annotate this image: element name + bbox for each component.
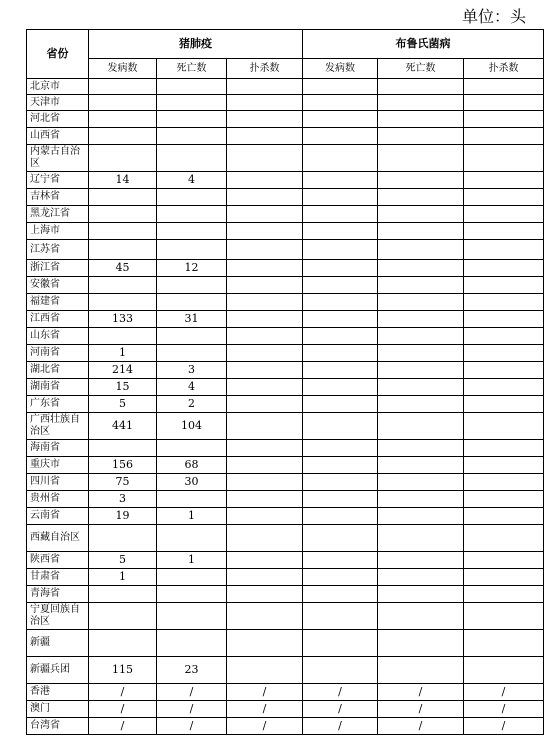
value-cell: 156 bbox=[89, 457, 157, 474]
value-cell bbox=[464, 240, 544, 260]
value-cell bbox=[464, 172, 544, 189]
province-name: 安徽省 bbox=[27, 277, 89, 294]
table-row bbox=[27, 684, 544, 701]
value-cell bbox=[378, 189, 464, 206]
value-cell bbox=[378, 508, 464, 525]
value-cell bbox=[227, 474, 303, 491]
value-cell bbox=[464, 396, 544, 413]
province-name: 湖北省 bbox=[27, 362, 89, 379]
value-cell bbox=[157, 240, 227, 260]
unit-label: 单位：头 bbox=[461, 7, 526, 26]
table-row bbox=[27, 586, 544, 603]
value-cell bbox=[464, 294, 544, 311]
table-row bbox=[27, 657, 544, 684]
table-row bbox=[27, 474, 544, 491]
value-cell: 3 bbox=[89, 491, 157, 508]
value-cell bbox=[378, 277, 464, 294]
value-cell bbox=[89, 189, 157, 206]
value-cell bbox=[464, 362, 544, 379]
value-cell bbox=[464, 586, 544, 603]
value-cell bbox=[303, 111, 378, 128]
table-row bbox=[27, 277, 544, 294]
table-row bbox=[27, 603, 544, 630]
table-row bbox=[27, 145, 544, 172]
table-row bbox=[27, 328, 544, 345]
value-cell bbox=[157, 111, 227, 128]
value-cell bbox=[89, 95, 157, 111]
value-cell: 14 bbox=[89, 172, 157, 189]
value-cell: 133 bbox=[89, 311, 157, 328]
table-row bbox=[27, 718, 544, 735]
value-cell bbox=[378, 457, 464, 474]
value-cell: 2 bbox=[157, 396, 227, 413]
province-name: 江西省 bbox=[27, 311, 89, 328]
value-cell bbox=[464, 189, 544, 206]
value-cell bbox=[227, 223, 303, 240]
province-name: 广西壮族自治区 bbox=[27, 413, 89, 440]
value-cell: 1 bbox=[89, 345, 157, 362]
value-cell bbox=[157, 569, 227, 586]
value-cell bbox=[157, 294, 227, 311]
value-cell bbox=[303, 206, 378, 223]
value-cell bbox=[464, 328, 544, 345]
value-cell bbox=[227, 79, 303, 95]
value-cell bbox=[378, 79, 464, 95]
value-cell: 5 bbox=[89, 396, 157, 413]
value-cell bbox=[303, 630, 378, 657]
value-cell: 19 bbox=[89, 508, 157, 525]
province-name: 江苏省 bbox=[27, 240, 89, 260]
value-cell bbox=[157, 128, 227, 145]
value-cell: / bbox=[227, 701, 303, 718]
value-cell bbox=[227, 396, 303, 413]
value-cell: 214 bbox=[89, 362, 157, 379]
value-cell bbox=[464, 413, 544, 440]
table-row bbox=[27, 260, 544, 277]
value-cell bbox=[378, 379, 464, 396]
value-cell bbox=[303, 240, 378, 260]
value-cell: 15 bbox=[89, 379, 157, 396]
value-cell bbox=[378, 294, 464, 311]
table-row bbox=[27, 95, 544, 111]
value-cell: / bbox=[464, 701, 544, 718]
table-row bbox=[27, 701, 544, 718]
value-cell bbox=[378, 95, 464, 111]
value-cell bbox=[157, 345, 227, 362]
value-cell bbox=[157, 440, 227, 457]
value-cell: / bbox=[227, 718, 303, 735]
value-cell bbox=[303, 223, 378, 240]
province-name: 浙江省 bbox=[27, 260, 89, 277]
value-cell bbox=[157, 95, 227, 111]
value-cell bbox=[303, 294, 378, 311]
table-row bbox=[27, 379, 544, 396]
province-name: 内蒙古自治区 bbox=[27, 145, 89, 172]
value-cell bbox=[89, 294, 157, 311]
value-cell bbox=[378, 474, 464, 491]
value-cell bbox=[378, 552, 464, 569]
province-name: 云南省 bbox=[27, 508, 89, 525]
table-row bbox=[27, 311, 544, 328]
table-row bbox=[27, 79, 544, 95]
value-cell bbox=[303, 569, 378, 586]
value-cell bbox=[464, 630, 544, 657]
table-row bbox=[27, 223, 544, 240]
value-cell bbox=[464, 111, 544, 128]
value-cell bbox=[157, 586, 227, 603]
table-row bbox=[27, 396, 544, 413]
value-cell bbox=[157, 277, 227, 294]
value-cell bbox=[378, 525, 464, 552]
value-cell bbox=[227, 413, 303, 440]
value-cell bbox=[157, 189, 227, 206]
value-cell bbox=[378, 345, 464, 362]
value-cell bbox=[157, 525, 227, 552]
province-name: 黑龙江省 bbox=[27, 206, 89, 223]
value-cell bbox=[227, 630, 303, 657]
value-cell bbox=[378, 603, 464, 630]
province-name: 河北省 bbox=[27, 111, 89, 128]
value-cell bbox=[378, 145, 464, 172]
value-cell bbox=[89, 328, 157, 345]
value-cell bbox=[227, 525, 303, 552]
value-cell: / bbox=[89, 701, 157, 718]
value-cell bbox=[464, 260, 544, 277]
value-cell: / bbox=[227, 684, 303, 701]
value-cell bbox=[157, 223, 227, 240]
value-cell bbox=[303, 379, 378, 396]
value-cell bbox=[464, 508, 544, 525]
group-header-2: 布鲁氏菌病 bbox=[303, 30, 544, 59]
province-name: 山西省 bbox=[27, 128, 89, 145]
value-cell bbox=[227, 440, 303, 457]
province-name: 新疆兵团 bbox=[27, 657, 89, 684]
value-cell: 12 bbox=[157, 260, 227, 277]
value-cell bbox=[378, 413, 464, 440]
province-name: 辽宁省 bbox=[27, 172, 89, 189]
value-cell bbox=[89, 128, 157, 145]
value-cell bbox=[89, 223, 157, 240]
province-name: 青海省 bbox=[27, 586, 89, 603]
value-cell: / bbox=[89, 684, 157, 701]
value-cell bbox=[464, 457, 544, 474]
value-cell bbox=[157, 79, 227, 95]
value-cell bbox=[303, 79, 378, 95]
table-row bbox=[27, 362, 544, 379]
value-cell bbox=[227, 111, 303, 128]
value-cell bbox=[89, 525, 157, 552]
value-cell: / bbox=[378, 701, 464, 718]
value-cell bbox=[303, 172, 378, 189]
value-cell bbox=[227, 294, 303, 311]
value-cell bbox=[227, 379, 303, 396]
province-name: 香港 bbox=[27, 684, 89, 701]
table-row bbox=[27, 206, 544, 223]
value-cell bbox=[464, 569, 544, 586]
value-cell bbox=[464, 525, 544, 552]
value-cell bbox=[464, 311, 544, 328]
value-cell bbox=[227, 552, 303, 569]
province-name: 新疆 bbox=[27, 630, 89, 657]
value-cell bbox=[303, 189, 378, 206]
province-name: 宁夏回族自治区 bbox=[27, 603, 89, 630]
table-row bbox=[27, 189, 544, 206]
value-cell bbox=[303, 603, 378, 630]
col-header: 死亡数 bbox=[157, 59, 227, 79]
subheader-row bbox=[27, 59, 544, 79]
value-cell: / bbox=[157, 684, 227, 701]
value-cell bbox=[157, 206, 227, 223]
value-cell bbox=[157, 603, 227, 630]
value-cell bbox=[303, 586, 378, 603]
value-cell bbox=[464, 552, 544, 569]
value-cell: 30 bbox=[157, 474, 227, 491]
value-cell bbox=[303, 95, 378, 111]
value-cell bbox=[378, 569, 464, 586]
disease-table bbox=[26, 29, 544, 735]
value-cell: / bbox=[157, 701, 227, 718]
value-cell bbox=[227, 206, 303, 223]
value-cell bbox=[227, 569, 303, 586]
value-cell bbox=[89, 240, 157, 260]
value-cell: 4 bbox=[157, 172, 227, 189]
value-cell: / bbox=[464, 684, 544, 701]
table-row bbox=[27, 440, 544, 457]
value-cell bbox=[464, 206, 544, 223]
value-cell bbox=[227, 240, 303, 260]
value-cell: 115 bbox=[89, 657, 157, 684]
value-cell: 3 bbox=[157, 362, 227, 379]
province-name: 澳门 bbox=[27, 701, 89, 718]
value-cell: / bbox=[303, 718, 378, 735]
value-cell bbox=[227, 128, 303, 145]
value-cell bbox=[378, 328, 464, 345]
value-cell: / bbox=[89, 718, 157, 735]
table-row bbox=[27, 128, 544, 145]
value-cell bbox=[227, 345, 303, 362]
value-cell bbox=[89, 79, 157, 95]
province-name: 重庆市 bbox=[27, 457, 89, 474]
header-row bbox=[27, 30, 544, 59]
province-name: 四川省 bbox=[27, 474, 89, 491]
value-cell bbox=[227, 508, 303, 525]
table-row bbox=[27, 294, 544, 311]
value-cell: 45 bbox=[89, 260, 157, 277]
value-cell bbox=[303, 345, 378, 362]
value-cell bbox=[464, 603, 544, 630]
value-cell bbox=[378, 630, 464, 657]
table-row bbox=[27, 413, 544, 440]
col-header: 发病数 bbox=[303, 59, 378, 79]
value-cell bbox=[303, 657, 378, 684]
table-row bbox=[27, 552, 544, 569]
value-cell: 4 bbox=[157, 379, 227, 396]
province-name: 广东省 bbox=[27, 396, 89, 413]
value-cell bbox=[89, 603, 157, 630]
value-cell bbox=[227, 362, 303, 379]
value-cell bbox=[157, 630, 227, 657]
value-cell bbox=[89, 586, 157, 603]
table-row bbox=[27, 630, 544, 657]
value-cell bbox=[303, 440, 378, 457]
province-name: 吉林省 bbox=[27, 189, 89, 206]
value-cell bbox=[303, 474, 378, 491]
value-cell bbox=[378, 491, 464, 508]
col-header: 发病数 bbox=[89, 59, 157, 79]
value-cell bbox=[303, 508, 378, 525]
col-header: 扑杀数 bbox=[227, 59, 303, 79]
value-cell bbox=[464, 345, 544, 362]
value-cell: / bbox=[303, 684, 378, 701]
table-row bbox=[27, 172, 544, 189]
value-cell: / bbox=[378, 718, 464, 735]
value-cell bbox=[89, 145, 157, 172]
value-cell bbox=[303, 396, 378, 413]
value-cell bbox=[89, 440, 157, 457]
table-row bbox=[27, 111, 544, 128]
value-cell bbox=[303, 457, 378, 474]
value-cell bbox=[227, 172, 303, 189]
value-cell: / bbox=[303, 701, 378, 718]
province-name: 河南省 bbox=[27, 345, 89, 362]
value-cell bbox=[378, 657, 464, 684]
province-name: 陕西省 bbox=[27, 552, 89, 569]
value-cell bbox=[227, 491, 303, 508]
province-name: 上海市 bbox=[27, 223, 89, 240]
value-cell bbox=[378, 128, 464, 145]
value-cell bbox=[303, 413, 378, 440]
province-name: 台湾省 bbox=[27, 718, 89, 735]
value-cell: 1 bbox=[89, 569, 157, 586]
value-cell: / bbox=[157, 718, 227, 735]
value-cell bbox=[89, 111, 157, 128]
value-cell bbox=[303, 552, 378, 569]
value-cell bbox=[464, 379, 544, 396]
value-cell bbox=[89, 277, 157, 294]
value-cell bbox=[464, 145, 544, 172]
value-cell bbox=[303, 260, 378, 277]
value-cell bbox=[378, 172, 464, 189]
value-cell bbox=[89, 630, 157, 657]
value-cell bbox=[378, 586, 464, 603]
value-cell bbox=[89, 206, 157, 223]
table-row bbox=[27, 240, 544, 260]
value-cell: 75 bbox=[89, 474, 157, 491]
value-cell bbox=[378, 240, 464, 260]
value-cell: 68 bbox=[157, 457, 227, 474]
value-cell bbox=[378, 260, 464, 277]
value-cell bbox=[378, 111, 464, 128]
value-cell bbox=[227, 95, 303, 111]
province-name: 甘肃省 bbox=[27, 569, 89, 586]
value-cell: 441 bbox=[89, 413, 157, 440]
value-cell bbox=[464, 277, 544, 294]
value-cell bbox=[464, 79, 544, 95]
table-row bbox=[27, 569, 544, 586]
group-header-1: 猪肺疫 bbox=[89, 30, 303, 59]
value-cell: / bbox=[378, 684, 464, 701]
col-header: 死亡数 bbox=[378, 59, 464, 79]
value-cell bbox=[378, 311, 464, 328]
value-cell bbox=[378, 440, 464, 457]
value-cell bbox=[227, 586, 303, 603]
value-cell bbox=[303, 328, 378, 345]
table-row bbox=[27, 457, 544, 474]
province-name: 福建省 bbox=[27, 294, 89, 311]
value-cell bbox=[227, 457, 303, 474]
province-header: 省份 bbox=[27, 30, 89, 79]
value-cell bbox=[157, 145, 227, 172]
province-name: 北京市 bbox=[27, 79, 89, 95]
col-header: 扑杀数 bbox=[464, 59, 544, 79]
value-cell: / bbox=[464, 718, 544, 735]
value-cell: 5 bbox=[89, 552, 157, 569]
value-cell bbox=[464, 474, 544, 491]
value-cell bbox=[464, 491, 544, 508]
province-name: 贵州省 bbox=[27, 491, 89, 508]
value-cell bbox=[227, 277, 303, 294]
value-cell bbox=[303, 128, 378, 145]
province-name: 湖南省 bbox=[27, 379, 89, 396]
value-cell: 1 bbox=[157, 552, 227, 569]
value-cell bbox=[227, 603, 303, 630]
value-cell bbox=[378, 362, 464, 379]
value-cell bbox=[227, 260, 303, 277]
value-cell bbox=[303, 525, 378, 552]
province-name: 海南省 bbox=[27, 440, 89, 457]
value-cell bbox=[464, 657, 544, 684]
value-cell bbox=[157, 328, 227, 345]
value-cell bbox=[227, 189, 303, 206]
value-cell bbox=[303, 362, 378, 379]
value-cell: 31 bbox=[157, 311, 227, 328]
value-cell bbox=[303, 145, 378, 172]
table-row bbox=[27, 525, 544, 552]
value-cell bbox=[464, 128, 544, 145]
value-cell bbox=[227, 657, 303, 684]
value-cell bbox=[378, 206, 464, 223]
value-cell bbox=[464, 223, 544, 240]
table-row bbox=[27, 345, 544, 362]
value-cell bbox=[464, 95, 544, 111]
value-cell bbox=[303, 311, 378, 328]
value-cell: 104 bbox=[157, 413, 227, 440]
value-cell bbox=[378, 223, 464, 240]
value-cell bbox=[378, 396, 464, 413]
value-cell bbox=[157, 491, 227, 508]
value-cell bbox=[227, 328, 303, 345]
value-cell: 23 bbox=[157, 657, 227, 684]
value-cell bbox=[303, 491, 378, 508]
value-cell bbox=[464, 440, 544, 457]
value-cell bbox=[227, 311, 303, 328]
province-name: 山东省 bbox=[27, 328, 89, 345]
value-cell: 1 bbox=[157, 508, 227, 525]
table-row bbox=[27, 508, 544, 525]
province-name: 西藏自治区 bbox=[27, 525, 89, 552]
value-cell bbox=[303, 277, 378, 294]
province-name: 天津市 bbox=[27, 95, 89, 111]
table-row bbox=[27, 491, 544, 508]
value-cell bbox=[227, 145, 303, 172]
